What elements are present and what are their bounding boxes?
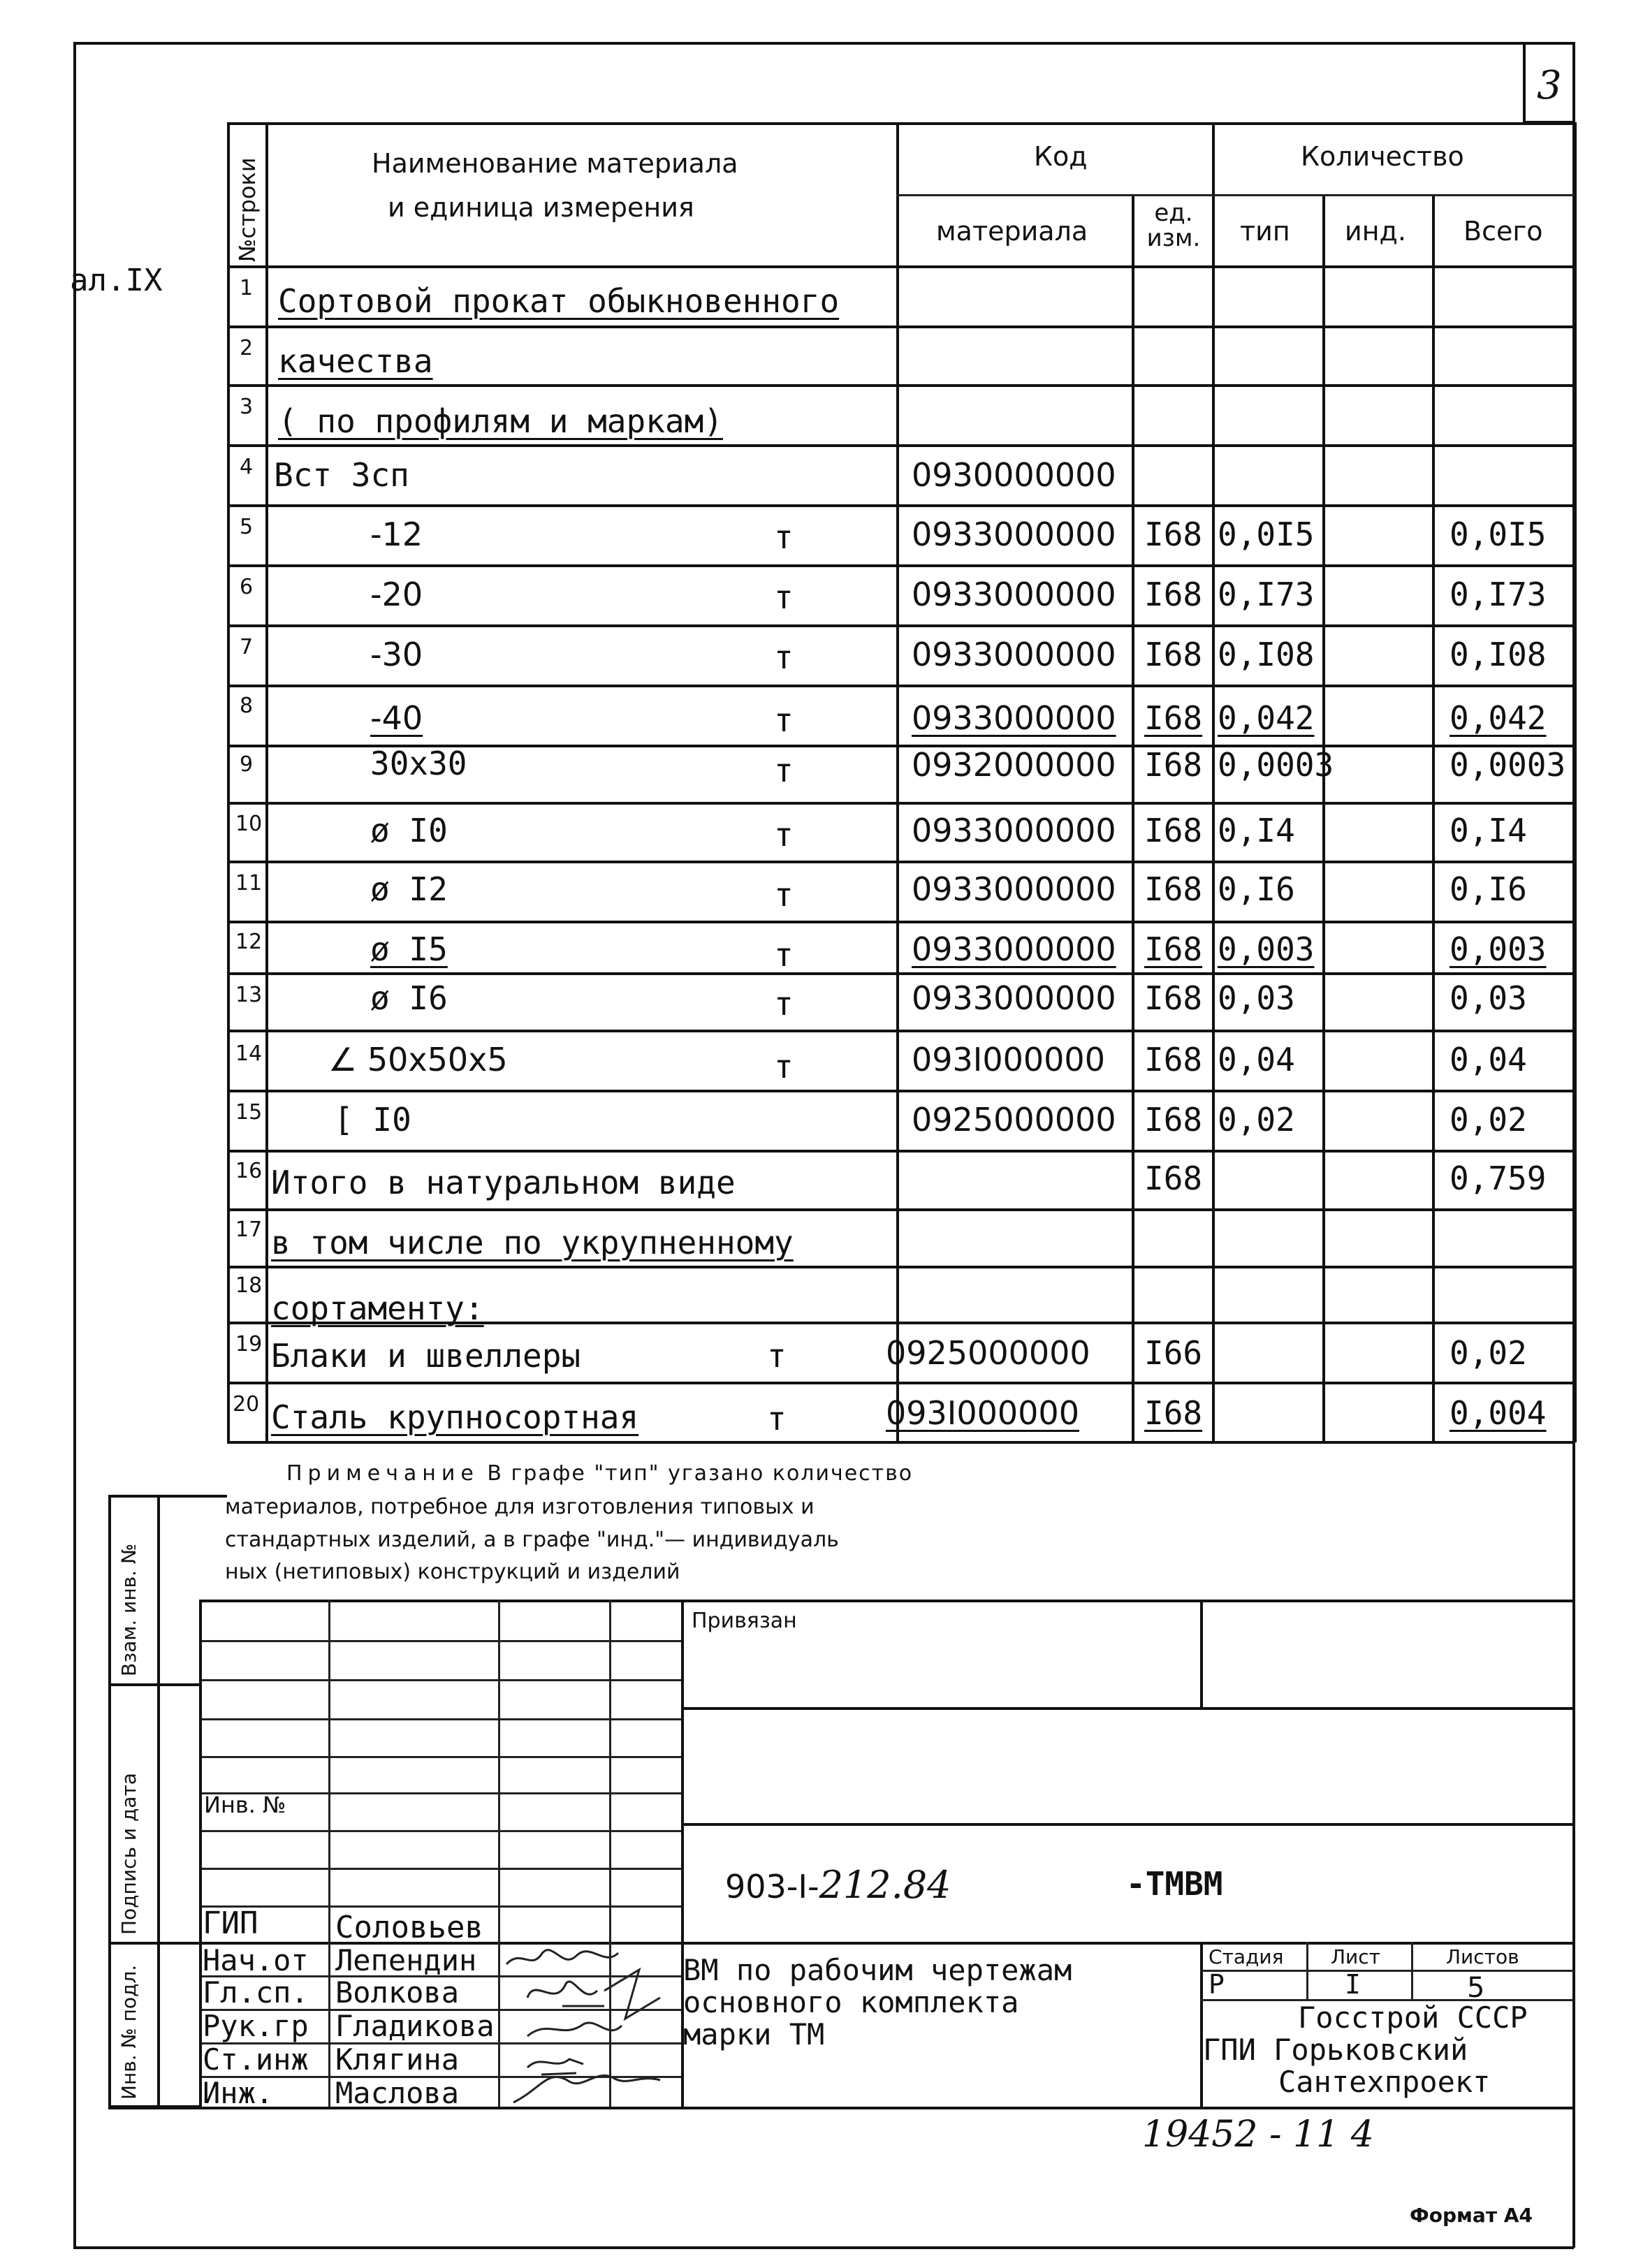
doc-title-2: основного комплекта xyxy=(683,1985,1019,2019)
document-page: 3 ал.IX №строки Наименование материала и единица измерения Код Количество материала ед. изм. тип инд. Всего 1 Сортовой прокат обыкновенного 2 качества 3 ( по профилям и маркам) 4 Вст 3сп 0930000000 5 -12 т 0933000000 I68 0,0I5 0,0I5 6 -20 т 0933000000 I68 0,I73 0,I73 7 -30 т 0933000000 I68 0,I08 0,I08 8 -40 т 0933000000 I68 0,042 0,042 9 30х30 т 0932000000 I68 0,0003 0,0003 10 ø I0 т 0933000000 I68 0,I4 0,I4 11 ø I2 т 0933000000 I68 0,I6 0,I6 12 ø I5 т 0933000000 I68 0,003 0,003 13 ø I6 т 0933000000 I68 0,03 0,03 14 ∠ 50х50х5 т 093I000000 I68 0,04 0,04 15 [ I0 0925000000 I68 0,02 0,02 16 Итого в натуральном виде I68 0,759 17 в том числе по укрупненному 18 сортаменту: 19 Блаки и швеллеры т 0925000000 I66 0,02 20 Сталь крупносортная т 093I000000 I68 0,004 Примечание В графе "тип" угазано количество материалов, потребное для изготовления типовых и стандартных изделий, а в графе "инд."— индивидуаль ных (нетиповых) конструкций и изделий Взам. инв. № Подпись и дата Инв. № подл. Привязан Инв. № 903-I-212.84 -ТМВМ ГИП Соловьев Нач.от Лепендин Гл.сп. Волкова Рук.гр Гладикова Ст.инж Клягина Инж. Маслова ВМ по рабочим чертежам основного комплекта марки ТМ Стадия Лист Листов Р I 5 Госстрой СССР ГПИ Горьковский Сантехпроект 19452 - 11 4 Формат А4 xyxy=(0,0,1650,2268)
header-code-material: материала xyxy=(936,216,1088,247)
org-line-2: ГПИ Горьковский xyxy=(1203,2033,1468,2067)
org-line-3: Сантехпроект xyxy=(1278,2065,1491,2099)
designation: 903-I-212.84 xyxy=(725,1863,951,1907)
label-podpis-data: Подпись и дата xyxy=(117,1773,140,1935)
format-label: Формат А4 xyxy=(1410,2204,1533,2227)
role-st-inzh: Ст.инж xyxy=(203,2042,309,2077)
frame-bottom xyxy=(73,2246,1574,2249)
header-qty-type: тип xyxy=(1240,216,1290,247)
label-vzam-inv: Взам. инв. № xyxy=(117,1543,140,1676)
name-st-inzh: Клягина xyxy=(335,2042,460,2077)
label-inv-podl: Инв. № подл. xyxy=(117,1964,140,2100)
role-ruk-gr: Рук.гр xyxy=(203,2009,309,2043)
name-ruk-gr: Гладикова xyxy=(335,2009,495,2043)
header-code-unit: ед. изм. xyxy=(1146,199,1201,252)
handwritten-number: 19452 - 11 4 xyxy=(1142,2114,1374,2156)
sheet-value: I xyxy=(1345,1969,1361,2000)
frame-left xyxy=(73,42,76,2248)
header-name: Наименование материала xyxy=(372,148,738,179)
sheets-value: 5 xyxy=(1467,1972,1485,2004)
role-gip: ГИП xyxy=(203,1905,258,1941)
doc-title-3: марки ТМ xyxy=(683,2017,825,2051)
role-nach-ot: Нач.от xyxy=(203,1943,309,1977)
margin-label: ал.IX xyxy=(70,263,163,298)
header-quantity: Количество xyxy=(1301,141,1464,172)
label-sheet: Лист xyxy=(1331,1945,1380,1968)
name-gl-sp: Волкова xyxy=(335,1975,460,2010)
frame-top xyxy=(73,42,1574,45)
stage-value: Р xyxy=(1209,1969,1225,2000)
signatures xyxy=(499,1942,681,2107)
org-line-1: Госстрой СССР xyxy=(1298,2000,1528,2035)
note-line-3: стандартных изделий, а в графе "инд."— индивидуаль xyxy=(225,1528,839,1552)
label-privyazan: Привязан xyxy=(692,1609,797,1633)
header-code: Код xyxy=(1034,141,1088,172)
name-inzh: Маслова xyxy=(335,2076,460,2110)
role-gl-sp: Гл.сп. xyxy=(203,1975,309,2010)
label-sheets: Листов xyxy=(1446,1945,1519,1968)
header-qty-ind: инд. xyxy=(1345,216,1406,247)
label-stage: Стадия xyxy=(1209,1945,1284,1968)
note-prefix: Примечание xyxy=(286,1461,479,1486)
designation-suffix: -ТМВМ xyxy=(1126,1865,1223,1903)
header-qty-total: Всего xyxy=(1463,216,1543,247)
doc-title-1: ВМ по рабочим чертежам xyxy=(683,1953,1072,1987)
note-line-1: В графе "тип" угазано количество xyxy=(479,1461,914,1486)
role-inzh: Инж. xyxy=(203,2076,274,2110)
header-row-number: №строки xyxy=(234,157,261,262)
note-line-2: материалов, потребное для изготовления типовых и xyxy=(225,1495,815,1519)
label-inv-no: Инв. № xyxy=(204,1792,286,1818)
name-nach-ot: Лепендин xyxy=(335,1943,477,1977)
note-line-4: ных (нетиповых) конструкций и изделий xyxy=(225,1560,680,1584)
header-name-2: и единица измерения xyxy=(388,192,694,223)
name-gip: Соловьев xyxy=(335,1910,483,1945)
sheet-number: 3 xyxy=(1537,63,1562,108)
